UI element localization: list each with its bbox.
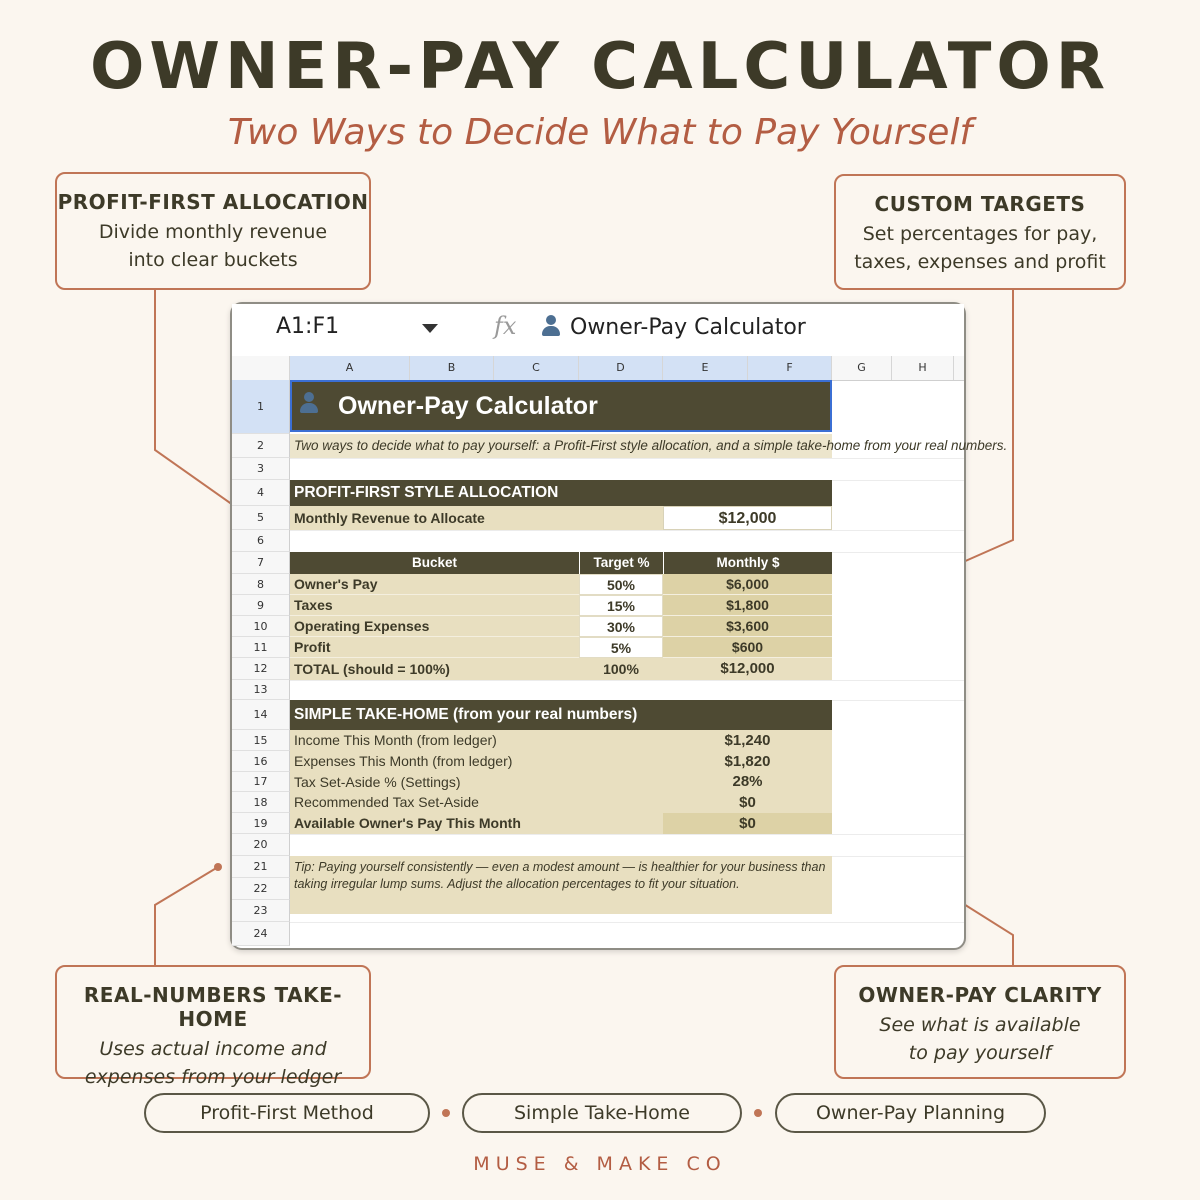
column-header-e[interactable]: E (663, 356, 748, 380)
page-subtitle: Two Ways to Decide What to Pay Yourself (227, 112, 973, 153)
row-header-13[interactable]: 13 (232, 680, 290, 700)
callout-profit-first (55, 172, 371, 290)
row-header-3[interactable]: 3 (232, 458, 290, 480)
row-header-17[interactable]: 17 (232, 772, 290, 792)
column-header-c[interactable]: C (494, 356, 579, 380)
tip-note[interactable]: Tip: Paying yourself consistently — even a modest amount — is healthier for your business than taking irregular lump sums. Adjust the allocation percentages to fit your situation. (290, 856, 832, 914)
page-title: OWNER-PAY CALCULATOR (89, 30, 1111, 104)
column-header-g[interactable]: G (832, 356, 892, 380)
callout-owner-pay-clarity (834, 965, 1126, 1079)
row-header-24[interactable]: 24 (232, 922, 290, 946)
target-input[interactable]: 50% (579, 574, 663, 595)
row-header-5[interactable]: 5 (232, 506, 290, 530)
callout-text-line2: to pay yourself (908, 1042, 1052, 1064)
row-header-20[interactable]: 20 (232, 834, 290, 856)
callout-text-line2: expenses from your ledger (84, 1066, 342, 1088)
column-header-a[interactable]: A (290, 356, 410, 380)
section-header-takehome[interactable]: SIMPLE TAKE-HOME (from your real numbers) (290, 700, 832, 730)
takehome-value[interactable]: $1,240 (663, 730, 832, 751)
callout-heading: REAL-NUMBERS TAKE-HOME (83, 983, 343, 1031)
row-header-14[interactable]: 14 (232, 700, 290, 730)
callout-heading: CUSTOM TARGETS (874, 192, 1086, 216)
dot-separator (442, 1109, 450, 1117)
total-monthly[interactable]: $12,000 (663, 658, 832, 680)
row-header-8[interactable]: 8 (232, 574, 290, 595)
available-label[interactable]: Available Owner's Pay This Month (290, 813, 663, 834)
spreadsheet-window (230, 302, 1008, 950)
target-input[interactable]: 15% (579, 595, 663, 616)
person-icon (540, 314, 562, 336)
pill-owner-pay-planning: Owner-Pay Planning (775, 1093, 1046, 1133)
column-header-d[interactable]: D (579, 356, 663, 380)
row-header-21[interactable]: 21 (232, 856, 290, 878)
column-header-b[interactable]: B (410, 356, 494, 380)
callout-text-line1: Set percentages for pay, (862, 223, 1098, 245)
header-monthly[interactable]: Monthly $ (663, 552, 832, 574)
callout-text-line1: See what is available (879, 1014, 1081, 1036)
monthly-value[interactable]: $6,000 (663, 574, 832, 595)
total-label[interactable]: TOTAL (should = 100%) (290, 658, 579, 680)
target-input[interactable]: 30% (579, 616, 663, 637)
revenue-input[interactable]: $12,000 (663, 506, 832, 530)
callout-real-numbers (55, 965, 371, 1088)
takehome-label[interactable]: Recommended Tax Set-Aside (290, 792, 663, 813)
row-header-18[interactable]: 18 (232, 792, 290, 813)
formula-bar (232, 304, 964, 357)
takehome-value[interactable]: 28% (663, 772, 832, 792)
callout-custom-targets (834, 174, 1126, 290)
row-header-12[interactable]: 12 (232, 658, 290, 680)
dot-separator (754, 1109, 762, 1117)
row-header-9[interactable]: 9 (232, 595, 290, 616)
pill-simple-take-home: Simple Take-Home (462, 1093, 742, 1133)
callout-text-line1: Uses actual income and (99, 1038, 327, 1060)
monthly-value[interactable]: $3,600 (663, 616, 832, 637)
takehome-label[interactable]: Income This Month (from ledger) (290, 730, 663, 751)
available-value[interactable]: $0 (663, 813, 832, 834)
table-row-bucket-name[interactable]: Profit (290, 637, 579, 658)
target-input[interactable]: 5% (579, 637, 663, 658)
chevron-down-icon[interactable] (422, 324, 438, 333)
revenue-label-cell[interactable]: Monthly Revenue to Allocate (290, 506, 663, 530)
callout-text-line2: taxes, expenses and profit (854, 251, 1106, 273)
formula-input[interactable] (540, 314, 806, 340)
section-header-allocation[interactable]: PROFIT-FIRST STYLE ALLOCATION (290, 480, 832, 506)
total-target[interactable]: 100% (579, 658, 663, 680)
row-header-6[interactable]: 6 (232, 530, 290, 552)
callout-text-line2: into clear buckets (128, 249, 298, 271)
column-header-row (232, 356, 964, 381)
table-row-bucket-name[interactable]: Owner's Pay (290, 574, 579, 595)
formula-value: Owner-Pay Calculator (570, 315, 806, 340)
table-row-bucket-name[interactable]: Taxes (290, 595, 579, 616)
row-header-4[interactable]: 4 (232, 480, 290, 506)
row-header-15[interactable]: 15 (232, 730, 290, 751)
pill-profit-first: Profit-First Method (144, 1093, 430, 1133)
row-header-22[interactable]: 22 (232, 878, 290, 900)
header-target[interactable]: Target % (579, 552, 663, 574)
table-row-bucket-name[interactable]: Operating Expenses (290, 616, 579, 637)
monthly-value[interactable]: $600 (663, 637, 832, 658)
callout-heading: OWNER-PAY CLARITY (858, 983, 1102, 1007)
person-icon (298, 391, 324, 417)
row-header-7[interactable]: 7 (232, 552, 290, 574)
takehome-label[interactable]: Tax Set-Aside % (Settings) (290, 772, 663, 792)
row-header-11[interactable]: 11 (232, 637, 290, 658)
brand-name: MUSE & MAKE CO (473, 1153, 727, 1175)
header-bucket[interactable]: Bucket (290, 552, 579, 574)
sheet-title-cell[interactable] (290, 380, 832, 432)
select-all-corner[interactable] (232, 356, 290, 380)
fx-icon: fx (494, 312, 517, 340)
takehome-label[interactable]: Expenses This Month (from ledger) (290, 751, 663, 772)
row-header-2[interactable]: 2 (232, 434, 290, 458)
intro-cell[interactable]: Two ways to decide what to pay yourself: a Profit-First style allocation, and a simple take-home from your real numbers. (290, 434, 832, 458)
takehome-value[interactable]: $1,820 (663, 751, 832, 772)
row-header-19[interactable]: 19 (232, 813, 290, 834)
row-header-1[interactable]: 1 (232, 380, 290, 434)
takehome-value[interactable]: $0 (663, 792, 832, 813)
column-header-h[interactable]: H (892, 356, 954, 380)
row-header-10[interactable]: 10 (232, 616, 290, 637)
sheet-title: Owner-Pay Calculator (338, 392, 598, 420)
column-header-f[interactable]: F (748, 356, 832, 380)
row-header-16[interactable]: 16 (232, 751, 290, 772)
name-box[interactable]: A1:F1 (276, 314, 340, 339)
row-header-23[interactable]: 23 (232, 900, 290, 922)
feature-pills (0, 1093, 1200, 1135)
callout-heading: PROFIT-FIRST ALLOCATION (57, 190, 369, 214)
monthly-value[interactable]: $1,800 (663, 595, 832, 616)
callout-text-line1: Divide monthly revenue (98, 221, 328, 243)
